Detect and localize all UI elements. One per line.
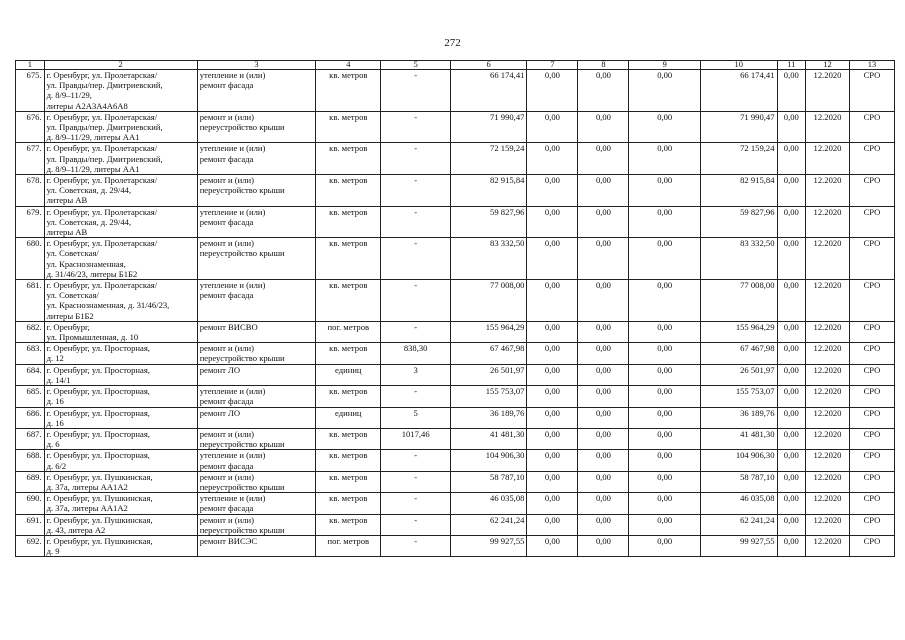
cost-cell: 0,00 (527, 471, 578, 492)
fund-method-cell: СРО (849, 364, 894, 385)
table-row (16, 428, 895, 449)
completion-date-cell: 12.2020 (806, 111, 850, 143)
cost-cell: 0,00 (578, 238, 629, 280)
owner-funds-cell: 77 008,00 (700, 280, 777, 322)
row-number: 689. (16, 471, 45, 492)
cost-cell: 0,00 (527, 280, 578, 322)
fund-method-cell: СРО (849, 70, 894, 112)
cost-cell: 0,00 (629, 428, 700, 449)
fund-method-cell: СРО (849, 386, 894, 407)
owner-funds-cell: 46 035,08 (700, 493, 777, 514)
unit-cell: пог. метров (316, 535, 381, 556)
completion-date-cell: 12.2020 (806, 238, 850, 280)
owner-funds-cell: 83 332,50 (700, 238, 777, 280)
table-row (16, 70, 895, 112)
cost-cell: 0,00 (578, 493, 629, 514)
address-cell: г. Оренбург, ул. Просторная, д. 14/1 (44, 364, 197, 385)
cost-cell: 0,00 (629, 364, 700, 385)
work-type-cell: утепление и (или) ремонт фасада (197, 143, 315, 175)
address-cell: г. Оренбург, ул. Пролетарская/ ул. Правды/пер. Дмитриевский, д. 8/9–11/29, литеры АА1 (44, 143, 197, 175)
row-number: 690. (16, 493, 45, 514)
owner-funds-cell: 62 241,24 (700, 514, 777, 535)
cost-cell: 0,00 (578, 321, 629, 342)
completion-date-cell: 12.2020 (806, 143, 850, 175)
cost-cell: 0,00 (629, 280, 700, 322)
quantity-cell: 838,30 (381, 343, 450, 364)
work-type-cell: утепление и (или) ремонт фасада (197, 493, 315, 514)
work-type-cell: ремонт ЛО (197, 364, 315, 385)
total-cost-cell: 83 332,50 (450, 238, 527, 280)
cost-cell: 0,00 (629, 206, 700, 238)
table-row (16, 238, 895, 280)
total-cost-cell: 46 035,08 (450, 493, 527, 514)
cost-cell: 0,00 (777, 407, 806, 428)
cost-cell: 0,00 (777, 111, 806, 143)
work-type-cell: ремонт и (или) переустройство крыши (197, 175, 315, 207)
row-number: 685. (16, 386, 45, 407)
cost-cell: 0,00 (578, 428, 629, 449)
work-type-cell: ремонт ВИСЭС (197, 535, 315, 556)
cost-cell: 0,00 (777, 364, 806, 385)
address-cell: г. Оренбург, ул. Пролетарская/ ул. Правды/пер. Дмитриевский, д. 8/9–11/29, литеры АА1 (44, 111, 197, 143)
page-number: 272 (444, 37, 461, 49)
row-number: 692. (16, 535, 45, 556)
cost-cell: 0,00 (527, 493, 578, 514)
unit-cell: кв. метров (316, 493, 381, 514)
fund-method-cell: СРО (849, 428, 894, 449)
fund-method-cell: СРО (849, 321, 894, 342)
cost-cell: 0,00 (578, 535, 629, 556)
cost-cell: 0,00 (527, 206, 578, 238)
cost-cell: 0,00 (629, 111, 700, 143)
unit-cell: кв. метров (316, 143, 381, 175)
table-row (16, 143, 895, 175)
column-header: 2 (44, 61, 197, 70)
unit-cell: кв. метров (316, 206, 381, 238)
quantity-cell: - (381, 206, 450, 238)
fund-method-cell: СРО (849, 450, 894, 471)
quantity-cell: - (381, 321, 450, 342)
owner-funds-cell: 72 159,24 (700, 143, 777, 175)
cost-cell: 0,00 (777, 238, 806, 280)
row-number: 676. (16, 111, 45, 143)
address-cell: г. Оренбург, ул. Пушкинская, д. 37а, литеры АА1А2 (44, 493, 197, 514)
fund-method-cell: СРО (849, 111, 894, 143)
total-cost-cell: 77 008,00 (450, 280, 527, 322)
quantity-cell: - (381, 514, 450, 535)
quantity-cell: 5 (381, 407, 450, 428)
completion-date-cell: 12.2020 (806, 343, 850, 364)
column-header: 8 (578, 61, 629, 70)
owner-funds-cell: 58 787,10 (700, 471, 777, 492)
unit-cell: кв. метров (316, 471, 381, 492)
completion-date-cell: 12.2020 (806, 450, 850, 471)
cost-cell: 0,00 (578, 364, 629, 385)
cost-cell: 0,00 (629, 70, 700, 112)
column-header: 11 (777, 61, 806, 70)
table-row (16, 493, 895, 514)
work-type-cell: утепление и (или) ремонт фасада (197, 450, 315, 471)
fund-method-cell: СРО (849, 175, 894, 207)
quantity-cell: 1017,46 (381, 428, 450, 449)
column-header: 7 (527, 61, 578, 70)
total-cost-cell: 72 159,24 (450, 143, 527, 175)
cost-cell: 0,00 (578, 143, 629, 175)
cost-cell: 0,00 (578, 407, 629, 428)
row-number: 677. (16, 143, 45, 175)
work-type-cell: ремонт ВИСВО (197, 321, 315, 342)
address-cell: г. Оренбург, ул. Пушкинская, д. 9 (44, 535, 197, 556)
owner-funds-cell: 71 990,47 (700, 111, 777, 143)
total-cost-cell: 155 964,29 (450, 321, 527, 342)
owner-funds-cell: 155 753,07 (700, 386, 777, 407)
work-type-cell: ремонт и (или) переустройство крыши (197, 343, 315, 364)
unit-cell: кв. метров (316, 175, 381, 207)
quantity-cell: - (381, 471, 450, 492)
completion-date-cell: 12.2020 (806, 280, 850, 322)
cost-cell: 0,00 (629, 386, 700, 407)
row-number: 687. (16, 428, 45, 449)
cost-cell: 0,00 (527, 70, 578, 112)
cost-cell: 0,00 (527, 364, 578, 385)
row-number: 688. (16, 450, 45, 471)
cost-cell: 0,00 (777, 321, 806, 342)
total-cost-cell: 71 990,47 (450, 111, 527, 143)
unit-cell: кв. метров (316, 111, 381, 143)
work-type-cell: ремонт и (или) переустройство крыши (197, 238, 315, 280)
row-number: 682. (16, 321, 45, 342)
quantity-cell: - (381, 143, 450, 175)
cost-cell: 0,00 (629, 471, 700, 492)
total-cost-cell: 58 787,10 (450, 471, 527, 492)
address-cell: г. Оренбург, ул. Пролетарская/ ул. Советская, д. 29/44, литеры АВ (44, 206, 197, 238)
quantity-cell: - (381, 535, 450, 556)
unit-cell: кв. метров (316, 343, 381, 364)
unit-cell: кв. метров (316, 514, 381, 535)
cost-cell: 0,00 (527, 386, 578, 407)
work-type-cell: ремонт и (или) переустройство крыши (197, 428, 315, 449)
cost-cell: 0,00 (629, 321, 700, 342)
cost-cell: 0,00 (578, 471, 629, 492)
cost-cell: 0,00 (629, 143, 700, 175)
table-row (16, 514, 895, 535)
cost-cell: 0,00 (578, 111, 629, 143)
row-number: 684. (16, 364, 45, 385)
completion-date-cell: 12.2020 (806, 364, 850, 385)
unit-cell: кв. метров (316, 428, 381, 449)
completion-date-cell: 12.2020 (806, 428, 850, 449)
total-cost-cell: 26 501,97 (450, 364, 527, 385)
column-header: 13 (849, 61, 894, 70)
cost-cell: 0,00 (777, 428, 806, 449)
address-cell: г. Оренбург, ул. Просторная, д. 16 (44, 407, 197, 428)
table-row (16, 471, 895, 492)
total-cost-cell: 155 753,07 (450, 386, 527, 407)
cost-cell: 0,00 (629, 175, 700, 207)
cost-cell: 0,00 (527, 175, 578, 207)
cost-cell: 0,00 (578, 514, 629, 535)
owner-funds-cell: 59 827,96 (700, 206, 777, 238)
unit-cell: кв. метров (316, 386, 381, 407)
quantity-cell: - (381, 238, 450, 280)
unit-cell: единиц (316, 364, 381, 385)
completion-date-cell: 12.2020 (806, 70, 850, 112)
owner-funds-cell: 36 189,76 (700, 407, 777, 428)
fund-method-cell: СРО (849, 238, 894, 280)
completion-date-cell: 12.2020 (806, 493, 850, 514)
quantity-cell: - (381, 493, 450, 514)
cost-cell: 0,00 (527, 343, 578, 364)
cost-cell: 0,00 (578, 343, 629, 364)
total-cost-cell: 41 481,30 (450, 428, 527, 449)
address-cell: г. Оренбург, ул. Просторная, д. 12 (44, 343, 197, 364)
unit-cell: пог. метров (316, 321, 381, 342)
work-type-cell: утепление и (или) ремонт фасада (197, 70, 315, 112)
table-row (16, 111, 895, 143)
table-row (16, 343, 895, 364)
cost-cell: 0,00 (527, 321, 578, 342)
cost-cell: 0,00 (629, 493, 700, 514)
completion-date-cell: 12.2020 (806, 175, 850, 207)
column-header: 12 (806, 61, 850, 70)
cost-cell: 0,00 (629, 343, 700, 364)
cost-cell: 0,00 (527, 450, 578, 471)
fund-method-cell: СРО (849, 471, 894, 492)
cost-cell: 0,00 (777, 206, 806, 238)
completion-date-cell: 12.2020 (806, 386, 850, 407)
work-type-cell: утепление и (или) ремонт фасада (197, 386, 315, 407)
table-row (16, 535, 895, 556)
table-row (16, 407, 895, 428)
row-number: 681. (16, 280, 45, 322)
column-header: 6 (450, 61, 527, 70)
completion-date-cell: 12.2020 (806, 471, 850, 492)
quantity-cell: - (381, 280, 450, 322)
fund-method-cell: СРО (849, 343, 894, 364)
total-cost-cell: 36 189,76 (450, 407, 527, 428)
cost-cell: 0,00 (578, 70, 629, 112)
quantity-cell: - (381, 111, 450, 143)
quantity-cell: - (381, 175, 450, 207)
total-cost-cell: 62 241,24 (450, 514, 527, 535)
completion-date-cell: 12.2020 (806, 321, 850, 342)
quantity-cell: - (381, 386, 450, 407)
column-number-row (16, 61, 895, 70)
quantity-cell: - (381, 70, 450, 112)
total-cost-cell: 59 827,96 (450, 206, 527, 238)
table-body (16, 70, 895, 557)
address-cell: г. Оренбург, ул. Пушкинская, д. 43, литера А2 (44, 514, 197, 535)
completion-date-cell: 12.2020 (806, 535, 850, 556)
work-type-cell: ремонт и (или) переустройство крыши (197, 111, 315, 143)
cost-cell: 0,00 (777, 143, 806, 175)
cost-cell: 0,00 (527, 407, 578, 428)
completion-date-cell: 12.2020 (806, 206, 850, 238)
owner-funds-cell: 41 481,30 (700, 428, 777, 449)
cost-cell: 0,00 (527, 514, 578, 535)
fund-method-cell: СРО (849, 206, 894, 238)
cost-cell: 0,00 (527, 111, 578, 143)
completion-date-cell: 12.2020 (806, 407, 850, 428)
cost-cell: 0,00 (777, 535, 806, 556)
row-number: 678. (16, 175, 45, 207)
fund-method-cell: СРО (849, 143, 894, 175)
cost-cell: 0,00 (527, 143, 578, 175)
work-type-cell: ремонт и (или) переустройство крыши (197, 514, 315, 535)
work-type-cell: ремонт и (или) переустройство крыши (197, 471, 315, 492)
unit-cell: кв. метров (316, 70, 381, 112)
table-row (16, 364, 895, 385)
row-number: 691. (16, 514, 45, 535)
quantity-cell: 3 (381, 364, 450, 385)
work-type-cell: утепление и (или) ремонт фасада (197, 206, 315, 238)
owner-funds-cell: 66 174,41 (700, 70, 777, 112)
total-cost-cell: 67 467,98 (450, 343, 527, 364)
cost-cell: 0,00 (777, 343, 806, 364)
fund-method-cell: СРО (849, 407, 894, 428)
total-cost-cell: 99 927,55 (450, 535, 527, 556)
cost-cell: 0,00 (578, 386, 629, 407)
table-row (16, 175, 895, 207)
table-row (16, 206, 895, 238)
address-cell: г. Оренбург, ул. Просторная, д. 16 (44, 386, 197, 407)
cost-cell: 0,00 (629, 407, 700, 428)
cost-cell: 0,00 (527, 535, 578, 556)
work-type-cell: ремонт ЛО (197, 407, 315, 428)
owner-funds-cell: 104 906,30 (700, 450, 777, 471)
owner-funds-cell: 155 964,29 (700, 321, 777, 342)
address-cell: г. Оренбург, ул. Промышленная, д. 10 (44, 321, 197, 342)
column-header: 3 (197, 61, 315, 70)
row-number: 686. (16, 407, 45, 428)
cost-cell: 0,00 (578, 280, 629, 322)
cost-cell: 0,00 (578, 175, 629, 207)
cost-cell: 0,00 (527, 238, 578, 280)
cost-cell: 0,00 (777, 493, 806, 514)
address-cell: г. Оренбург, ул. Пушкинская, д. 37а, литеры АА1А2 (44, 471, 197, 492)
total-cost-cell: 82 915,84 (450, 175, 527, 207)
cost-cell: 0,00 (777, 471, 806, 492)
fund-method-cell: СРО (849, 514, 894, 535)
address-cell: г. Оренбург, ул. Пролетарская/ ул. Советская/ ул. Краснознаменная, д. 31/46/23, литеры Б1Б2 (44, 238, 197, 280)
cost-cell: 0,00 (777, 386, 806, 407)
cost-cell: 0,00 (629, 450, 700, 471)
address-cell: г. Оренбург, ул. Пролетарская/ ул. Советская/ ул. Краснознаменная, д. 31/46/23, литеры Б1Б2 (44, 280, 197, 322)
owner-funds-cell: 26 501,97 (700, 364, 777, 385)
cost-cell: 0,00 (629, 535, 700, 556)
table-row (16, 280, 895, 322)
owner-funds-cell: 67 467,98 (700, 343, 777, 364)
column-header: 1 (16, 61, 45, 70)
owner-funds-cell: 99 927,55 (700, 535, 777, 556)
owner-funds-cell: 82 915,84 (700, 175, 777, 207)
row-number: 675. (16, 70, 45, 112)
address-cell: г. Оренбург, ул. Просторная, д. 6 (44, 428, 197, 449)
table-row (16, 386, 895, 407)
capital-repair-table (15, 60, 895, 557)
fund-method-cell: СРО (849, 535, 894, 556)
address-cell: г. Оренбург, ул. Просторная, д. 6/2 (44, 450, 197, 471)
table-row (16, 321, 895, 342)
cost-cell: 0,00 (777, 280, 806, 322)
completion-date-cell: 12.2020 (806, 514, 850, 535)
column-header: 5 (381, 61, 450, 70)
unit-cell: кв. метров (316, 238, 381, 280)
row-number: 683. (16, 343, 45, 364)
unit-cell: кв. метров (316, 450, 381, 471)
total-cost-cell: 66 174,41 (450, 70, 527, 112)
fund-method-cell: СРО (849, 493, 894, 514)
column-header: 10 (700, 61, 777, 70)
cost-cell: 0,00 (578, 206, 629, 238)
cost-cell: 0,00 (777, 450, 806, 471)
quantity-cell: - (381, 450, 450, 471)
table-row (16, 450, 895, 471)
fund-method-cell: СРО (849, 280, 894, 322)
total-cost-cell: 104 906,30 (450, 450, 527, 471)
column-header: 9 (629, 61, 700, 70)
address-cell: г. Оренбург, ул. Пролетарская/ ул. Правды/пер. Дмитриевский, д. 8/9–11/29, литеры А2А3А4А6А8 (44, 70, 197, 112)
cost-cell: 0,00 (629, 238, 700, 280)
unit-cell: кв. метров (316, 280, 381, 322)
work-type-cell: утепление и (или) ремонт фасада (197, 280, 315, 322)
row-number: 680. (16, 238, 45, 280)
cost-cell: 0,00 (578, 450, 629, 471)
cost-cell: 0,00 (777, 70, 806, 112)
cost-cell: 0,00 (629, 514, 700, 535)
column-header: 4 (316, 61, 381, 70)
cost-cell: 0,00 (777, 175, 806, 207)
row-number: 679. (16, 206, 45, 238)
unit-cell: единиц (316, 407, 381, 428)
cost-cell: 0,00 (777, 514, 806, 535)
address-cell: г. Оренбург, ул. Пролетарская/ ул. Советская, д. 29/44, литеры АВ (44, 175, 197, 207)
cost-cell: 0,00 (527, 428, 578, 449)
